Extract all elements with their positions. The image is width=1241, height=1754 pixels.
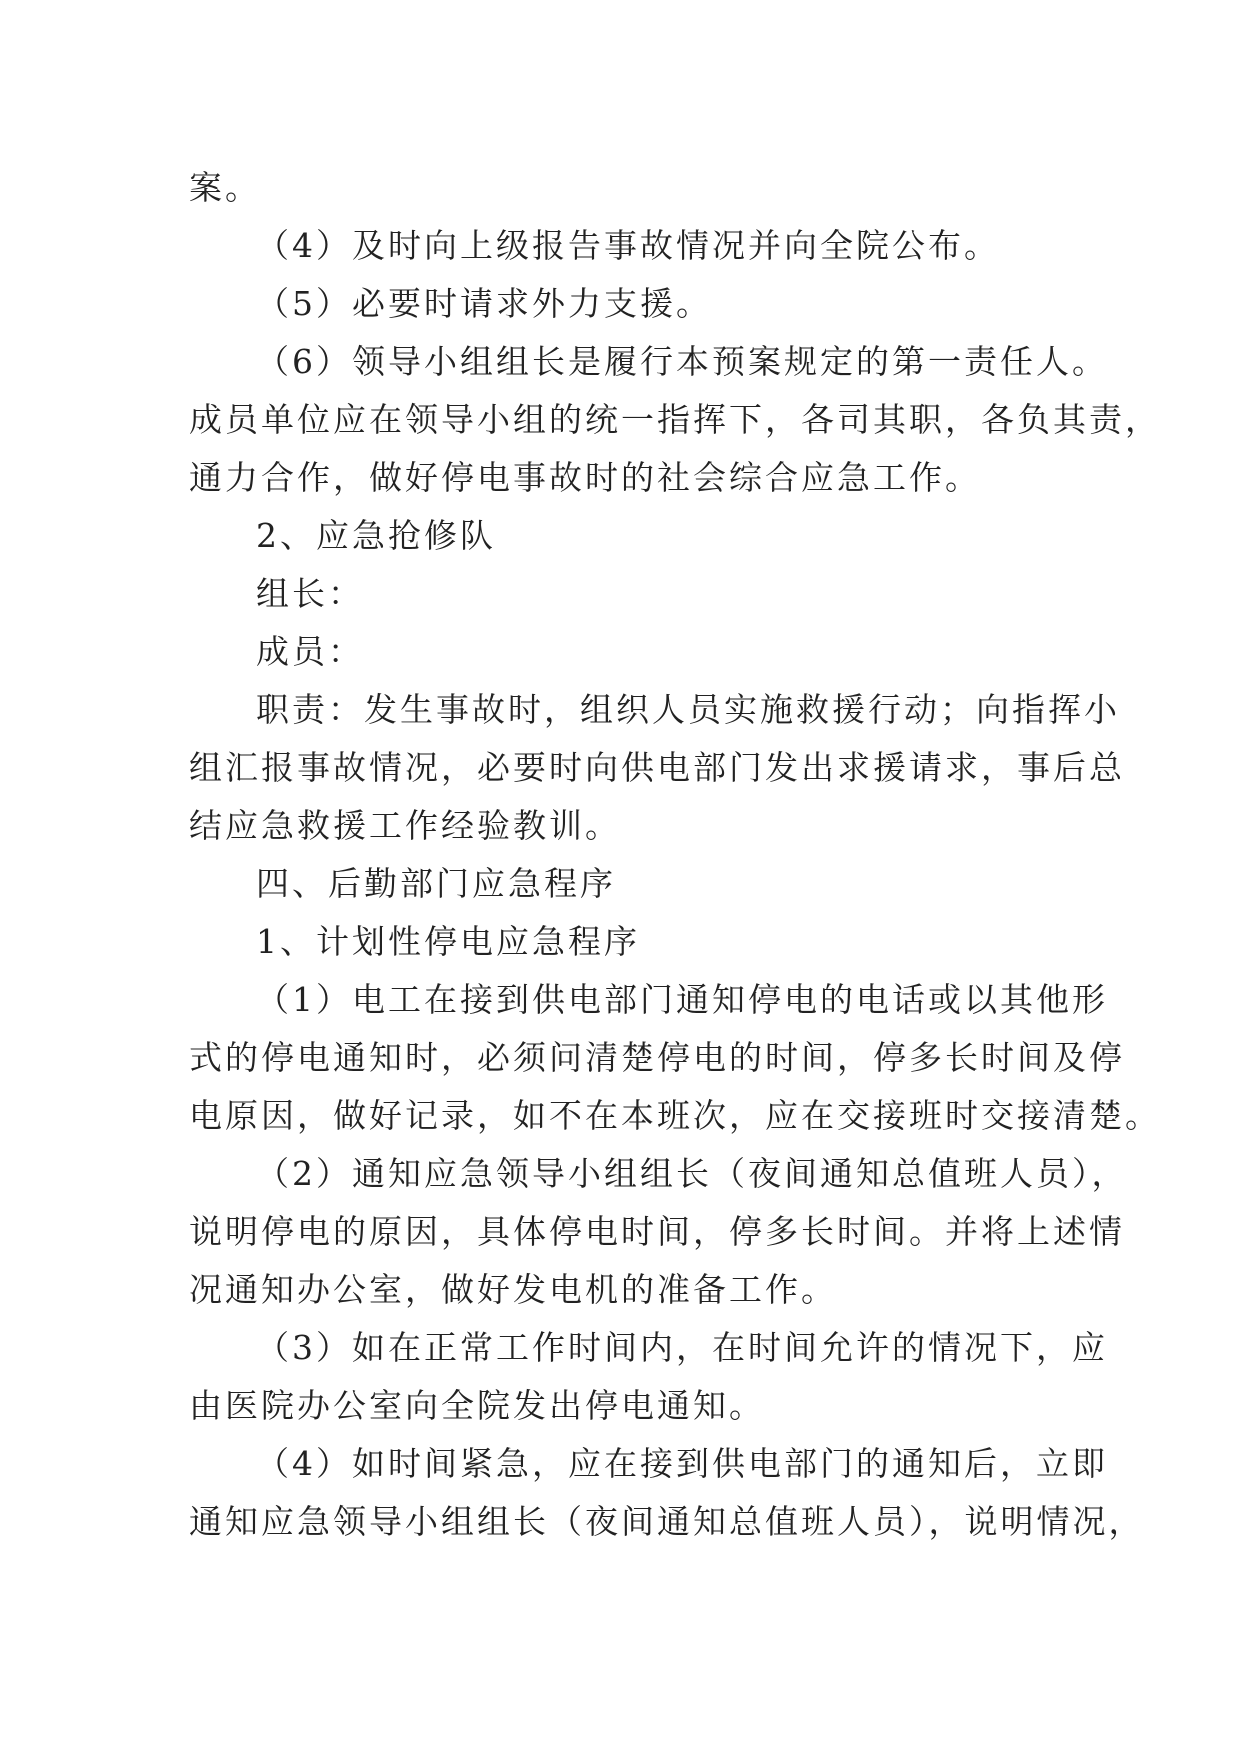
- text-line: 通力合作，做好停电事故时的社会综合应急工作。: [189, 458, 981, 497]
- text-line: 案。: [189, 168, 261, 207]
- text-line: 通知应急领导小组组长（夜间通知总值班人员），说明情况，: [189, 1502, 1145, 1541]
- section-heading: 1、计划性停电应急程序: [256, 922, 640, 961]
- text-line: 说明停电的原因，具体停电时间，停多长时间。并将上述情: [189, 1212, 1125, 1251]
- text-line: （2）通知应急领导小组组长（夜间通知总值班人员），: [256, 1154, 1128, 1193]
- text-line: 成员：: [256, 632, 364, 671]
- text-line: 组长：: [256, 574, 364, 613]
- text-line: 电原因，做好记录，如不在本班次，应在交接班时交接清楚。: [189, 1096, 1161, 1135]
- text-line: 职责：发生事故时，组织人员实施救援行动；向指挥小: [256, 690, 1120, 729]
- section-heading: 四、后勤部门应急程序: [256, 864, 616, 903]
- text-line: 组汇报事故情况，必要时向供电部门发出求援请求，事后总: [189, 748, 1125, 787]
- text-line: （1）电工在接到供电部门通知停电的电话或以其他形: [256, 980, 1108, 1019]
- text-line: 成员单位应在领导小组的统一指挥下，各司其职，各负其责，: [189, 400, 1161, 439]
- text-line: （6）领导小组组长是履行本预案规定的第一责任人。: [256, 342, 1108, 381]
- text-line: （3）如在正常工作时间内，在时间允许的情况下，应: [256, 1328, 1108, 1367]
- text-line: 结应急救援工作经验教训。: [189, 806, 621, 845]
- text-line: （4）如时间紧急，应在接到供电部门的通知后，立即: [256, 1444, 1108, 1483]
- text-line: 由医院办公室向全院发出停电通知。: [189, 1386, 765, 1425]
- text-line: （4）及时向上级报告事故情况并向全院公布。: [256, 226, 1000, 265]
- text-line: 况通知办公室，做好发电机的准备工作。: [189, 1270, 837, 1309]
- text-line: （5）必要时请求外力支援。: [256, 284, 712, 323]
- section-heading: 2、应急抢修队: [256, 516, 496, 555]
- text-line: 式的停电通知时，必须问清楚停电的时间，停多长时间及停: [189, 1038, 1125, 1077]
